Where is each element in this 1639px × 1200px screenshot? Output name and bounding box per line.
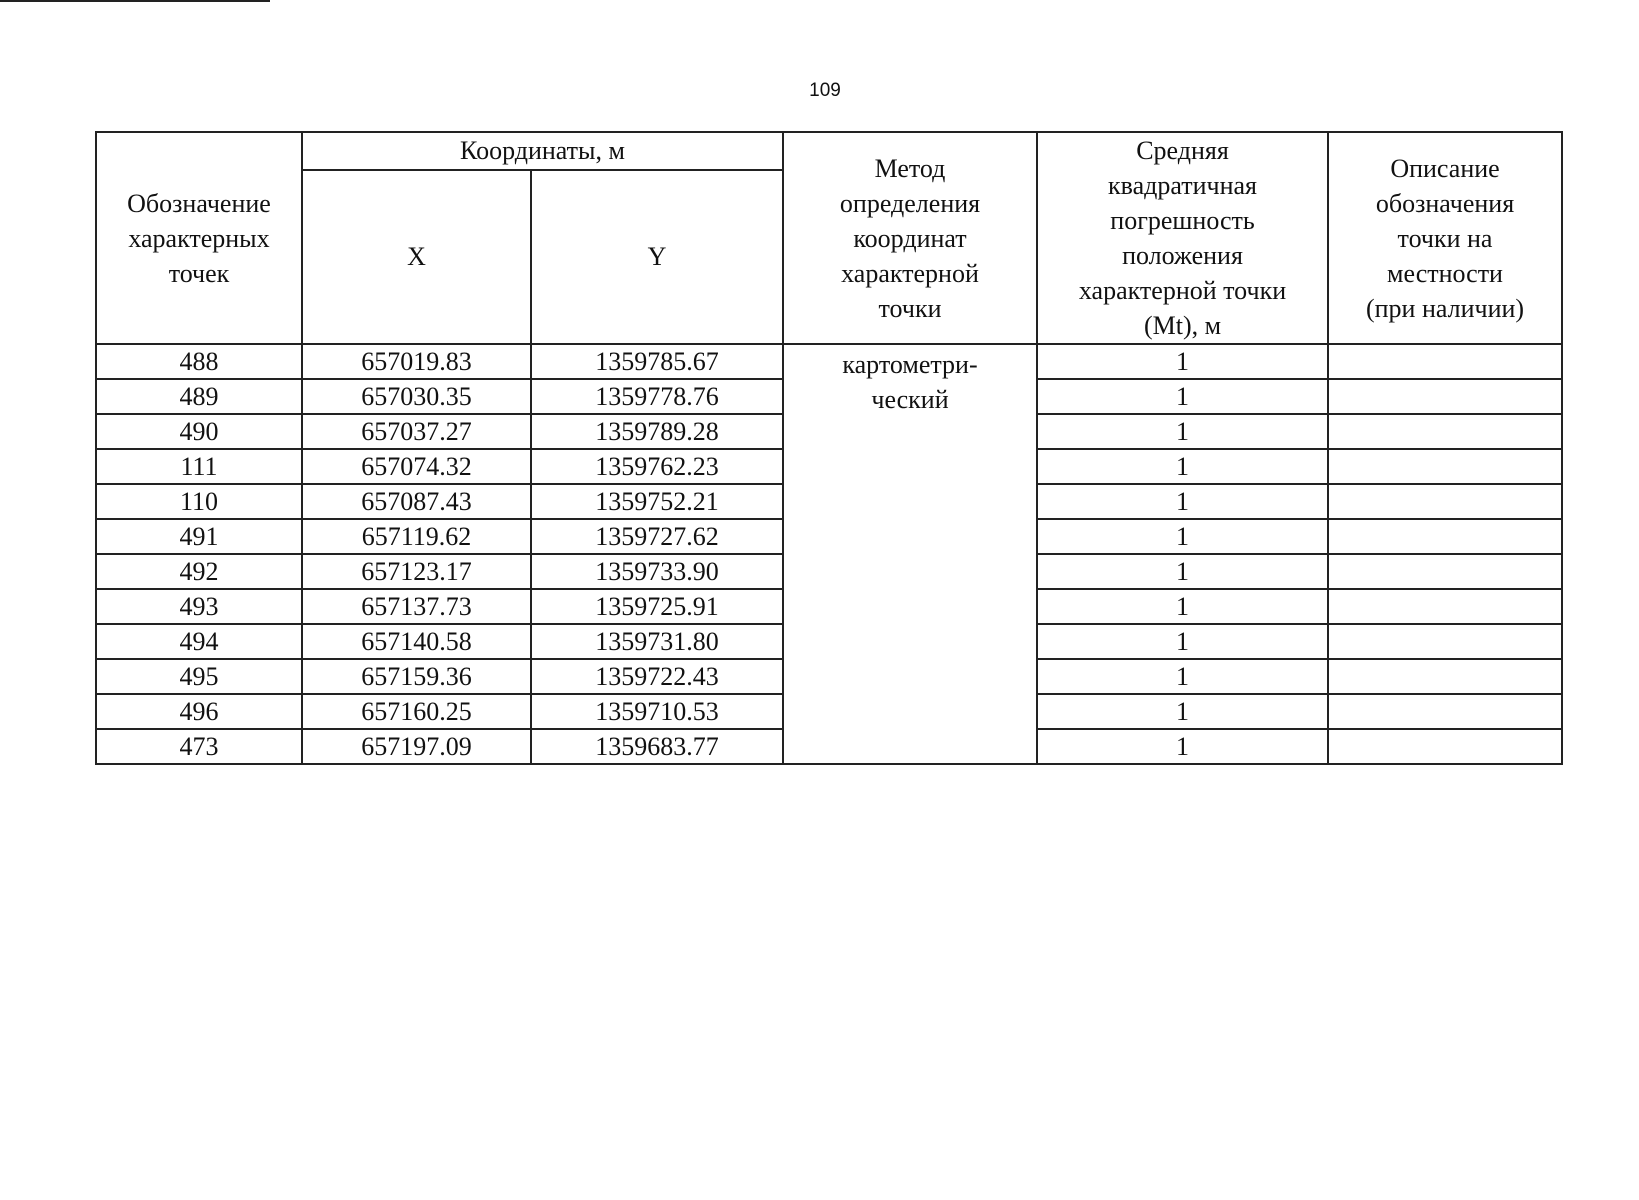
cell-x: 657074.32 <box>302 449 531 484</box>
cell-description <box>1328 344 1562 379</box>
cell-point: 493 <box>96 589 302 624</box>
cell-description <box>1328 659 1562 694</box>
cell-error: 1 <box>1037 449 1328 484</box>
cell-point: 489 <box>96 379 302 414</box>
cell-x: 657123.17 <box>302 554 531 589</box>
cell-method <box>783 344 1037 764</box>
header-x: X <box>302 170 531 344</box>
cell-y: 1359762.23 <box>531 449 783 484</box>
cell-description <box>1328 414 1562 449</box>
cell-point: 492 <box>96 554 302 589</box>
header-description: Описание обозначения точки на местности (при наличии) <box>1328 132 1562 344</box>
cell-y: 1359725.91 <box>531 589 783 624</box>
header-method: Метод определения координат характерной точки <box>783 132 1037 344</box>
cell-y: 1359731.80 <box>531 624 783 659</box>
cell-point: 491 <box>96 519 302 554</box>
cell-x: 657160.25 <box>302 694 531 729</box>
cell-x: 657019.83 <box>302 344 531 379</box>
cell-x: 657137.73 <box>302 589 531 624</box>
method-text-line: картометри- <box>842 350 978 379</box>
page-number: 109 <box>809 80 841 101</box>
cell-y: 1359710.53 <box>531 694 783 729</box>
cell-y: 1359722.43 <box>531 659 783 694</box>
cell-x: 657197.09 <box>302 729 531 764</box>
cell-error: 1 <box>1037 589 1328 624</box>
cell-description <box>1328 449 1562 484</box>
table-row <box>96 344 1562 379</box>
cell-point: 110 <box>96 484 302 519</box>
cell-y: 1359727.62 <box>531 519 783 554</box>
cell-x: 657037.27 <box>302 414 531 449</box>
cell-y: 1359733.90 <box>531 554 783 589</box>
cell-x: 657087.43 <box>302 484 531 519</box>
cell-error: 1 <box>1037 729 1328 764</box>
header-point-designation: Обозначение характерных точек <box>96 132 302 344</box>
cell-description <box>1328 554 1562 589</box>
cell-point: 490 <box>96 414 302 449</box>
cell-description <box>1328 519 1562 554</box>
cell-point: 494 <box>96 624 302 659</box>
cell-error: 1 <box>1037 694 1328 729</box>
header-mean-square-error: Средняя квадратичная погрешность положения характерной точки (Mt), м <box>1037 132 1328 344</box>
cell-point: 111 <box>96 449 302 484</box>
cell-description <box>1328 694 1562 729</box>
cell-error: 1 <box>1037 519 1328 554</box>
cell-error: 1 <box>1037 344 1328 379</box>
cell-x: 657140.58 <box>302 624 531 659</box>
coordinates-table <box>95 131 1563 765</box>
cell-point: 473 <box>96 729 302 764</box>
cell-x: 657030.35 <box>302 379 531 414</box>
table-body <box>96 344 1562 764</box>
cell-description <box>1328 484 1562 519</box>
header-coordinates: Координаты, м <box>302 132 783 170</box>
cell-description <box>1328 729 1562 764</box>
method-text-line: ческий <box>871 385 949 414</box>
cell-y: 1359683.77 <box>531 729 783 764</box>
header-y: Y <box>531 170 783 344</box>
cell-y: 1359789.28 <box>531 414 783 449</box>
cell-y: 1359785.67 <box>531 344 783 379</box>
cell-error: 1 <box>1037 414 1328 449</box>
cell-x: 657159.36 <box>302 659 531 694</box>
cell-error: 1 <box>1037 379 1328 414</box>
cell-error: 1 <box>1037 659 1328 694</box>
cell-x: 657119.62 <box>302 519 531 554</box>
cell-point: 496 <box>96 694 302 729</box>
cell-description <box>1328 379 1562 414</box>
cell-y: 1359778.76 <box>531 379 783 414</box>
cell-point: 495 <box>96 659 302 694</box>
cell-error: 1 <box>1037 624 1328 659</box>
cell-error: 1 <box>1037 484 1328 519</box>
cell-point: 488 <box>96 344 302 379</box>
cell-description <box>1328 624 1562 659</box>
cell-error: 1 <box>1037 554 1328 589</box>
cell-y: 1359752.21 <box>531 484 783 519</box>
cell-description <box>1328 589 1562 624</box>
scan-edge-line <box>0 0 270 2</box>
